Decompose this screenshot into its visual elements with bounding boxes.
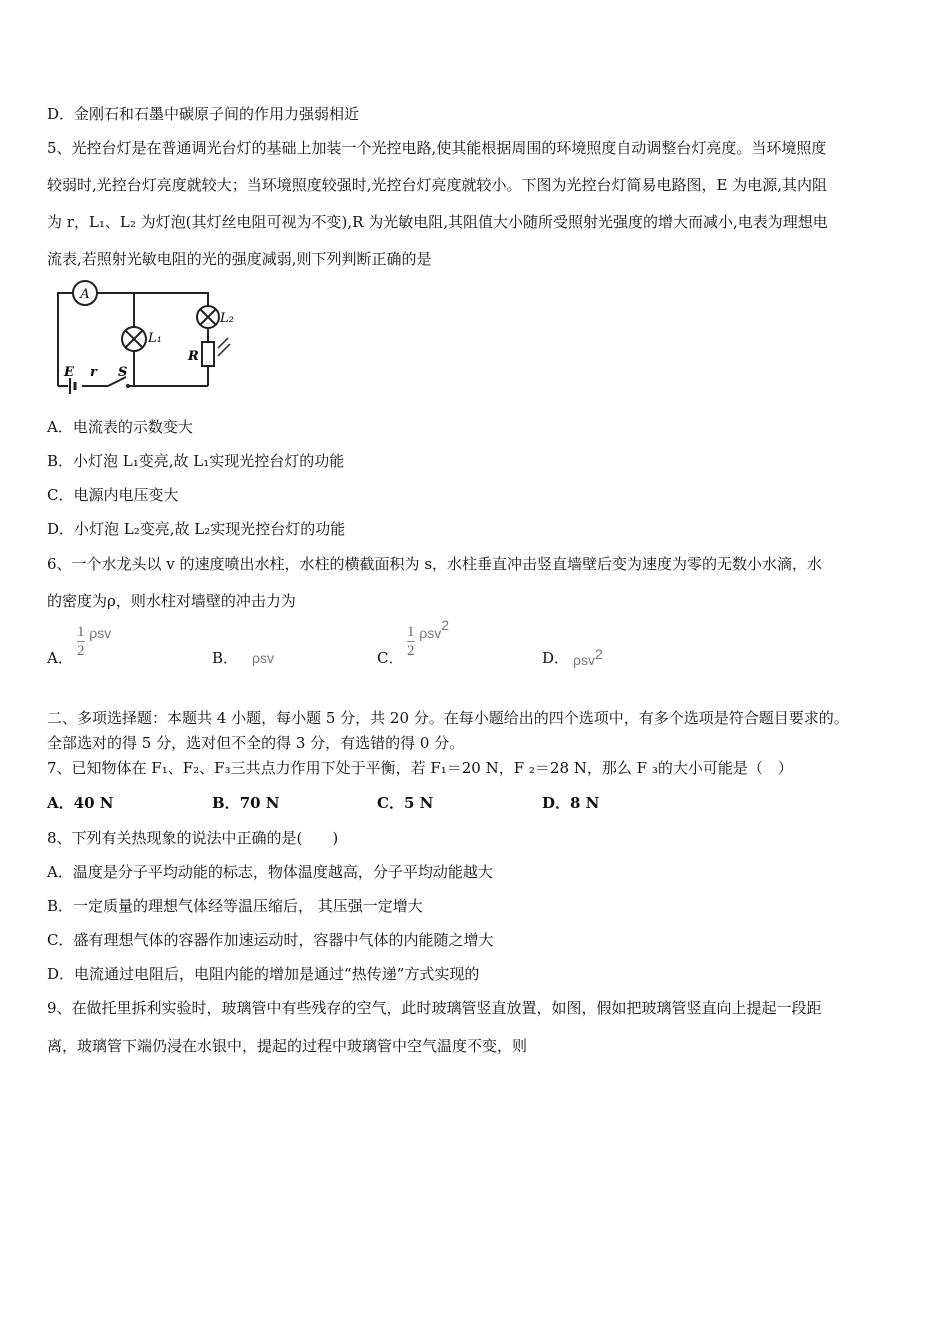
section2-heading-line-2: 全部选对的得 5 分，选对但不全的得 3 分，有选错的得 0 分。 — [47, 734, 465, 752]
q5-emf-label: E — [64, 365, 74, 380]
q6-option-c-denominator: 2 — [407, 643, 415, 659]
q7-options-row — [47, 793, 907, 823]
q5-option-c: C．电源内电压变大 — [47, 486, 179, 504]
q6-option-a-label: A． — [47, 649, 73, 667]
q8-option-d: D．电流通过电阻后，电阻内能的增加是通过“热传递”方式实现的 — [47, 965, 480, 983]
q6-option-d-label: D． — [542, 649, 570, 667]
q7-option-a-label: A． — [47, 794, 74, 812]
q6-option-c-label: C． — [377, 649, 404, 667]
q5-stem-line-1: 5、光控台灯是在普通调光台灯的基础上加装一个光控电路,使其能根据周围的环境照度自动调整台灯亮度。当环境照度 — [47, 139, 827, 157]
q7-option-d-value: 8 N — [570, 794, 600, 812]
q6-option-d-expr: ρsv — [573, 652, 595, 668]
q6-option-c-numerator: 1 — [407, 624, 415, 640]
q5-option-d: D．小灯泡 L₂变亮,故 L₂实现光控台灯的功能 — [47, 520, 346, 538]
section2-heading-line-1: 二、多项选择题：本题共 4 小题，每小题 5 分，共 20 分。在每小题给出的四个选项中，有多个选项是符合题目要求的。 — [47, 709, 849, 727]
q5-circuit-diagram — [50, 278, 250, 396]
q6-option-a-fraction — [77, 624, 85, 659]
q5-stem-line-3: 为 r，L₁、L₂ 为灯泡(其灯丝电阻可视为不变),R 为光敏电阻,其阻值大小随所受照射光强度的增大而减小,电表为理想电 — [47, 213, 828, 231]
q9-stem-line-2: 离，玻璃管下端仍浸在水银中，提起的过程中玻璃管中空气温度不变，则 — [47, 1037, 528, 1055]
q5-ammeter-label: A — [80, 287, 90, 302]
q6-option-c-formula — [407, 616, 450, 659]
q9-stem-line-1: 9、在做托里拆利实验时，玻璃管中有些残存的空气，此时玻璃管竖直放置，如图，假如把玻璃管竖直向上提起一段距 — [47, 999, 822, 1017]
q8-option-b: B．一定质量的理想气体经等温压缩后， 其压强一定增大 — [47, 897, 423, 915]
q4-option-d: D．金刚石和石墨中碳原子间的作用力强弱相近 — [47, 105, 360, 123]
q7-stem: 7、已知物体在 F₁、F₂、F₃三共点力作用下处于平衡，若 F₁＝20 N，F ₂＝28 N，那么 F ₃的大小可能是（ ） — [47, 759, 793, 777]
q5-option-a: A．电流表的示数变大 — [47, 418, 193, 436]
q8-option-c: C．盛有理想气体的容器作加速运动时，容器中气体的内能随之增大 — [47, 931, 494, 949]
q6-option-b-expr: ρsv — [252, 650, 274, 666]
q6-options-row — [47, 616, 907, 668]
q5-switch-label: S — [118, 365, 128, 380]
q5-internal-r-label: r — [90, 365, 97, 380]
q5-stem-line-2: 较弱时,光控台灯亮度就较大；当环境照度较强时,光控台灯亮度就较小。下图为光控台灯简易电路图，E 为电源,其内阻 — [47, 176, 828, 194]
q6-stem-line-2: 的密度为ρ，则水柱对墙壁的冲击力为 — [47, 592, 296, 610]
q7-option-c — [377, 793, 433, 813]
q6-option-c-exponent: 2 — [441, 616, 450, 633]
q6-option-d-exponent: 2 — [594, 646, 603, 662]
q7-option-c-label: C． — [377, 794, 404, 812]
q6-option-c-expr: ρsv — [419, 624, 442, 641]
q5-option-b: B．小灯泡 L₁变亮,故 L₁实现光控台灯的功能 — [47, 452, 345, 470]
q7-option-b-value: 70 N — [239, 794, 280, 812]
q5-stem-line-4: 流表,若照射光敏电阻的光的强度减弱,则下列判断正确的是 — [47, 250, 432, 268]
q6-option-d-formula — [573, 644, 603, 670]
q7-option-d — [542, 793, 599, 813]
q6-option-a-denominator: 2 — [77, 643, 85, 659]
q6-option-b-label: B． — [212, 649, 239, 667]
q6-option-a-numerator: 1 — [77, 624, 85, 640]
q6-stem-line-1: 6、一个水龙头以 v 的速度喷出水柱，水柱的横截面积为 s，水柱垂直冲击竖直墙壁后变为速度为零的无数小水滴，水 — [47, 555, 823, 573]
q8-stem: 8、下列有关热现象的说法中正确的是( ) — [47, 829, 339, 847]
q7-option-a — [47, 793, 113, 813]
q6-option-a-formula — [77, 624, 111, 659]
q5-l2-label: L₂ — [220, 311, 234, 326]
q5-l1-label: L₁ — [148, 331, 162, 346]
q6-option-c-fraction — [407, 624, 415, 659]
q7-option-c-value: 5 N — [403, 794, 434, 812]
q6-option-a-expr: ρsv — [89, 624, 112, 641]
q7-option-a-value: 40 N — [73, 794, 114, 812]
q7-option-b — [212, 793, 280, 813]
q7-option-d-label: D． — [542, 794, 571, 812]
q5-r-label: R — [188, 349, 199, 364]
q8-option-a: A．温度是分子平均动能的标志，物体温度越高，分子平均动能越大 — [47, 863, 493, 881]
q7-option-b-label: B． — [212, 794, 240, 812]
